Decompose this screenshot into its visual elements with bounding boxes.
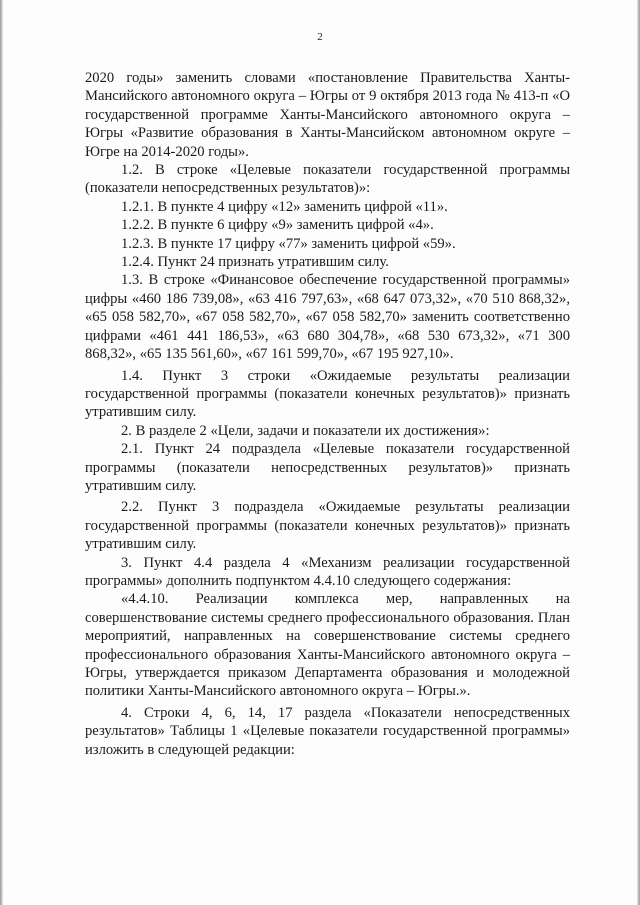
paragraph-1-2-3: 1.2.3. В пункте 17 цифру «77» заменить цифрой «59». (121, 235, 456, 252)
page-number: 2 (317, 31, 323, 43)
document-body (85, 69, 570, 759)
paragraph-continuation: 2020 годы» заменить словами «постановление Правительства Ханты-Мансийского автономного округа – Югры от 9 октября 2013 года № 413-п «О государственной программе Ханты-Мансийского автономного округа – Югры «Развитие образования в Ханты-Мансийском автономном округе – Югре на 2014-2020 годы». (85, 70, 570, 160)
paragraph-1-2-1: 1.2.1. В пункте 4 цифру «12» заменить цифрой «11». (121, 198, 448, 215)
scan-edge-left (0, 0, 3, 905)
paragraph-4-4-10: «4.4.10. Реализации комплекса мер, направленных на совершенствование системы среднего профессионального образования. План мероприятий, направленных на совершенствование системы среднего профессионального образования Ханты-Мансийского автономного округа – Югры, утверждается приказом Департамента образования и молодежной политики Ханты-Мансийского автономного округа – Югры.». (85, 591, 570, 700)
paragraph-2: 2. В разделе 2 «Цели, задачи и показатели их достижения»: (121, 422, 490, 439)
paragraph-2-1: 2.1. Пункт 24 подраздела «Целевые показатели государственной программы (показатели непосредственных результатов)» признать утратившим силу. (85, 441, 570, 494)
paragraph-2-2: 2.2. Пункт 3 подраздела «Ожидаемые результаты реализации государственной программы (показатели конечных результатов)» признать утратившим силу. (85, 499, 570, 553)
paragraph-1-4: 1.4. Пункт 3 строки «Ожидаемые результаты реализации государственной программы (показатели конечных результатов)» признать утратившим силу. (85, 367, 570, 421)
paragraph-1-2-2: 1.2.2. В пункте 6 цифру «9» заменить цифрой «4». (121, 217, 434, 234)
paragraph-1-3: 1.3. В строке «Финансовое обеспечение государственной программы» цифры «460 186 739,08», «63 416 797,63», «68 647 073,32», «70 510 868,32», «65 058 582,70», «67 058 582,70», «67 058 582,70» заменить соответственно цифрами «461 441 186,53», «63 680 304,78», «68 530 673,32», «71 300 868,32», «65 135 561,60», «67 161 599,70», «67 195 927,10». (85, 272, 570, 363)
paragraph-3: 3. Пункт 4.4 раздела 4 «Механизм реализации государственной программы» дополнить подпунктом 4.4.10 следующего содержания: (85, 554, 570, 589)
paragraph-1-2-4: 1.2.4. Пункт 24 признать утратившим силу. (121, 254, 389, 271)
paragraph-4: 4. Строки 4, 6, 14, 17 раздела «Показатели непосредственных результатов» Таблицы 1 «Целевые показатели государственной программы» изложить в следующей редакции: (85, 704, 570, 758)
paragraph-1-2: 1.2. В строке «Целевые показатели государственной программы (показатели непосредственных результатов)»: (85, 162, 570, 197)
